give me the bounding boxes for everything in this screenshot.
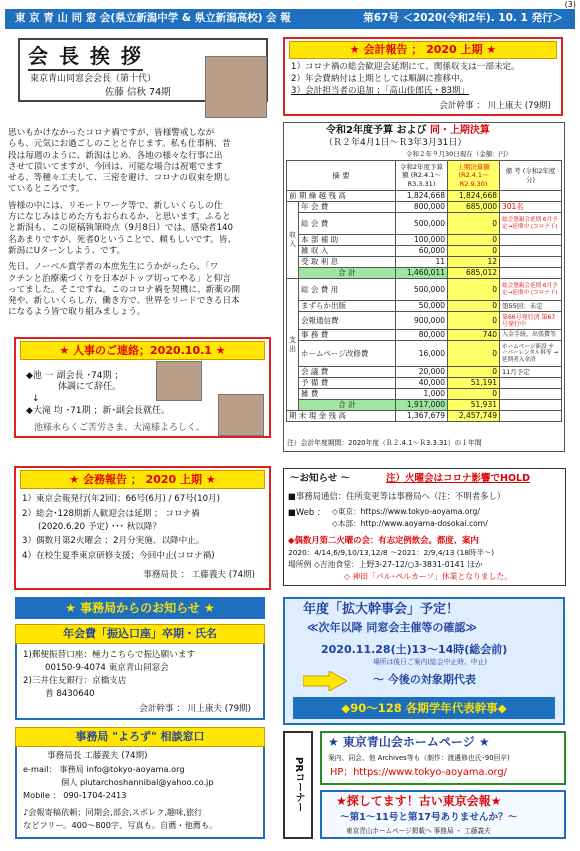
page-number: (3) [564,0,576,9]
search-box [320,790,566,839]
new-vp-photo [218,394,264,436]
president-photo [205,56,267,118]
greeting-author-name: 佐藤 信秋 74期 [105,87,171,98]
homepage-box [320,731,566,785]
fee-line-2: 00150-9-4074 東京青山同窓会 [45,663,169,673]
greeting-para-1: 思いもかけなかったコロナ禍ですが、皆様警戒しなが らも、元気にお過ごしのことと存じます。私も仕事柄、昔 段は毎週のように、新潟はじめ、各地の様々な行事に出 させて頂いてますが、今回は、可能な場合は祝電でます せる、等種々工夫して、三密を避け、コロナの収束を期し ているところです。 [8,128,231,195]
table-row: まずらか出版 50,000 0 第55回：未定 [287,301,562,312]
search-title: ★探してます！古い東京会報★ [336,794,502,808]
affairs-line-3: (2020.6.20 予定) ･･･ 秋以降？ [38,522,162,532]
event-terms: ◆90～128 各期学年代表幹事◆ [293,697,555,719]
table-row: 予 備 費 40,000 51,191 [287,378,562,389]
personnel-line-1: ◆池 一 副会長 ･74期 ； [26,371,124,381]
budget-section [283,122,565,452]
budget-period: （Ｒ２年4月1日～Ｒ3年3月31日） [324,138,467,148]
event-title: 年度「拡大幹事会」予定！ [303,602,460,617]
personnel-line-2: 体調にて辞任。 [58,382,122,392]
accounting-title: ★ 会計報告 ； 2020 上期 ★ [289,41,557,59]
consult-title: 事務局 "よろず" 相談窓口 [15,727,265,747]
search-footer: 東京青山ホームページ掲載へ 事務局 ・ 工藤義夫 [346,827,491,835]
homepage-link[interactable]: HP；https://www.tokyo-aoyama.org/ [330,767,507,778]
table-row: 会報通信費 900,000 0 第66号発行済 第67号発行中 [287,312,562,330]
link-honbu-site[interactable]: ◇本部：http://www.aoyama-dosokai.com/ [332,519,488,528]
greeting-para-3: 先日、ノーベル賞学者の本庶先生にうかがったら、「ワ クチンと治療薬づくりを日本がトップ切ってやる」と仰言 ってました。そこですね。このコロナ禍を契機に、新薬の開 発や、新しいくらし方、働き方で、世界をリードできる日本 になるよう皆で取り組みましょう。 [8,262,241,318]
table-row: 総 会 費 500,000 0 総会懇親会延期 6月予定→延期中 (コロナ下) [287,213,562,235]
table-row: 雑 収 入 60,000 0 [287,246,562,257]
event-subtitle: ≪次年以降 同窓会主催等の確認≫ [307,621,477,634]
table-row: 期 末 現 金 残 高 1,367,679 2,457,749 [287,411,562,422]
budget-header-row: 摘 要 令和2年度予算額 (R2.4.1～R3.3.31) 上期決算額 (R2.4.1～R2.9.30) 備 考 (令和2年度分) [287,161,562,191]
consult-email-personal[interactable]: 個人 plutarchoshannibal@yahoo.co.jp [61,777,214,787]
affairs-line-2: 2）総会･128期新人歓迎会は延期 ； コロナ禍 [22,509,200,519]
affairs-line-1: 1）東京会報発行(年2回)；66号(6月) / 67号(10月) [22,494,220,504]
notice-web-label: ■Web ： [288,507,326,517]
consult-mobile: Mobile ： 090-1704-2413 [23,790,127,800]
notice-head: ～お知らせ ～ [290,473,351,484]
greeting-title: 会 長 挨 拶 [28,44,143,71]
arrow-icon [303,671,347,691]
table-row: 事 務 費 80,000 740 入金手続、出張費等 [287,330,562,341]
event-target: ～ 今後の対象期代表 [373,673,476,686]
former-vp-photo [156,361,202,401]
homepage-title: ★ 東京青山会ホームページ ★ [328,735,490,749]
accounting-signer: 会計幹事 ： 川上康夫 (79期) [439,101,551,111]
consult-box [15,727,265,839]
arrow-icon: ↓ [32,394,40,404]
table-row: 合 計 1,460,011 685,012 [287,268,562,279]
issue-number: 第67号 ＜2020(令和2年). 10. 1 発行＞ [363,12,563,24]
affairs-line-5: 4）在校生夏季東京研修支援；今回中止(コロナ禍) [22,551,215,561]
table-row: 本 部 補 助 100,000 0 [287,235,562,246]
table-row: 雑 費 1,000 0 [287,389,562,400]
notice-box [283,468,566,586]
affairs-line-4: 3）偶数月第2火曜会 ；2月分実施、以降中止。 [22,536,205,546]
table-row: 受 取 利 息 11 12 [287,257,562,268]
link-tokyo-site[interactable]: ◇東京：https://www.tokyo-aoyama.org/ [332,507,480,516]
table-row: ホームページ改修費 16,000 0 ホームページ新設 サーバーレンタル料等 →延期者入金済 [287,341,562,367]
notice-tuesday-title: ◆偶数月第二火曜の会：有志定例飲会。都度、案内 [288,535,479,545]
notice-tuesday-place: 場所例 ◇吉池食堂：上野3-27-12/○3-3831-0141 ほか [288,560,483,569]
accounting-box [283,37,563,116]
affairs-box [14,466,271,590]
table-row: 前 期 繰 越 残 高 1,824,668 1,824,668 [287,191,562,202]
fee-line-3: 2)三井住友銀行：京橋支店 [23,676,127,686]
fee-line-1: 1)郵便振替口座：極力こちらで振込願います [23,650,196,660]
newsletter-header [5,9,575,29]
personnel-line-4: 池様永らくご苦労さま、大滝様よろしく。 [34,423,205,433]
consult-line-6: などフリー。400～800字、写真も。自薦・他薦も。 [23,820,218,830]
fee-signer: 会計幹事 ： 川上康夫 (79期) [139,704,251,714]
table-row: 支 出 総 会 費 用 500,000 0 総会懇親会延期 6月予定→延期中 (コロナ下) [287,279,562,301]
fee-line-4: 普 8430640 [45,689,95,699]
office-title: ★ 事務局からのお知らせ ★ [15,597,265,619]
greeting-body [8,128,270,319]
budget-table [286,160,562,422]
accounting-line-2: 2）年会費納付は上期としては順調に推移中。 [291,74,469,84]
table-row: 合 計 1,917,000 51,931 [287,400,562,411]
event-date: 2020.11.28(土)13～14時(総会前) [321,643,508,656]
affairs-title: ★ 会務報告 ； 2020 上期 ★ [20,470,265,489]
table-row: 収 入 年 会 費 800,000 685,000 301名 [287,202,562,213]
consult-email-office[interactable]: e-mail： 事務局 info@tokyo-aoyama.org [23,764,185,774]
notice-tuesday-dates: 2020：4/14,6/9,10/13,12/8 ～2021：2/9,4/13 (18時半～) [288,548,495,557]
greeting-para-2: 皆様の中には、リモートワーク等で、新しいくらしの仕 方になじみはじめた方もおられるか、と思います。ふると と新潟も、この原稿執筆時点（9月8日）では、感染者140 名あまりですが、死者0ということで、頼もしいです。皆、 新潟にUターンしよう、です。 [8,200,237,256]
budget-asof: 令和２年９月30日現在（金額：円） [406,150,512,158]
consult-line-5: ♪会報寄稿依頼；同期会,部会,スポレク,趣味,旅行 [23,807,203,817]
notice-tuesday-closed: ◇ 神田「パル･ペルカーソ」休業となりました。 [344,572,512,581]
personnel-box [14,337,271,438]
affairs-signer: 事務局長 ： 工藤義夫 (74期) [143,570,255,580]
notice-warning: 注）火曜会はコロナ影響でHOLD [386,473,530,484]
table-row: 会 議 費 20,000 0 11月予定 [287,367,562,378]
greeting-author-title: 東京青山同窓会会長（第十代） [30,74,157,84]
accounting-line-1: 1）コロナ禍の総会歓迎会延期にて、関係収支は一部未定。 [291,62,520,72]
fee-box [15,624,265,720]
fee-title: 年会費「振込口座」卒期・氏名 [15,624,265,644]
personnel-line-3: ◆大滝 均 ･71期 ；新･副会長就任。 [26,406,170,416]
consult-line-1: 事務局長 工藤義夫 (74期) [47,751,148,761]
event-box [283,597,565,725]
event-place: 場所は後日ご案内(総会中止時、中止) [373,658,488,666]
homepage-subtitle: 案内、同会、他 Archives等も（制作：渡邊修也氏･90回卒) [328,754,510,762]
accounting-line-3: 3）会計担当者の追加 ；「高山佳郎氏・83期」 [291,86,470,96]
search-subtitle: ～第1～11号と第17号ありませんか？～ [340,812,518,823]
personnel-title: ★ 人事のご連絡；2020.10.1 ★ [20,341,265,360]
pr-corner-label: PRコーナー [283,731,313,839]
notice-line-1: ■事務局通信：住所変更等は事務局へ（注：不明者多し） [288,491,506,501]
budget-footnote: 注）会計年度期間：2020年度（Ｒ２.4.1～Ｒ3.3.31）の１年間 [287,439,482,447]
budget-title: 令和2年度予算 および 同・上期決算 [326,125,490,136]
header-title: 東 京 青 山 同 窓 会(県立新潟中学 & 県立新潟高校) 会 報 [15,12,291,24]
